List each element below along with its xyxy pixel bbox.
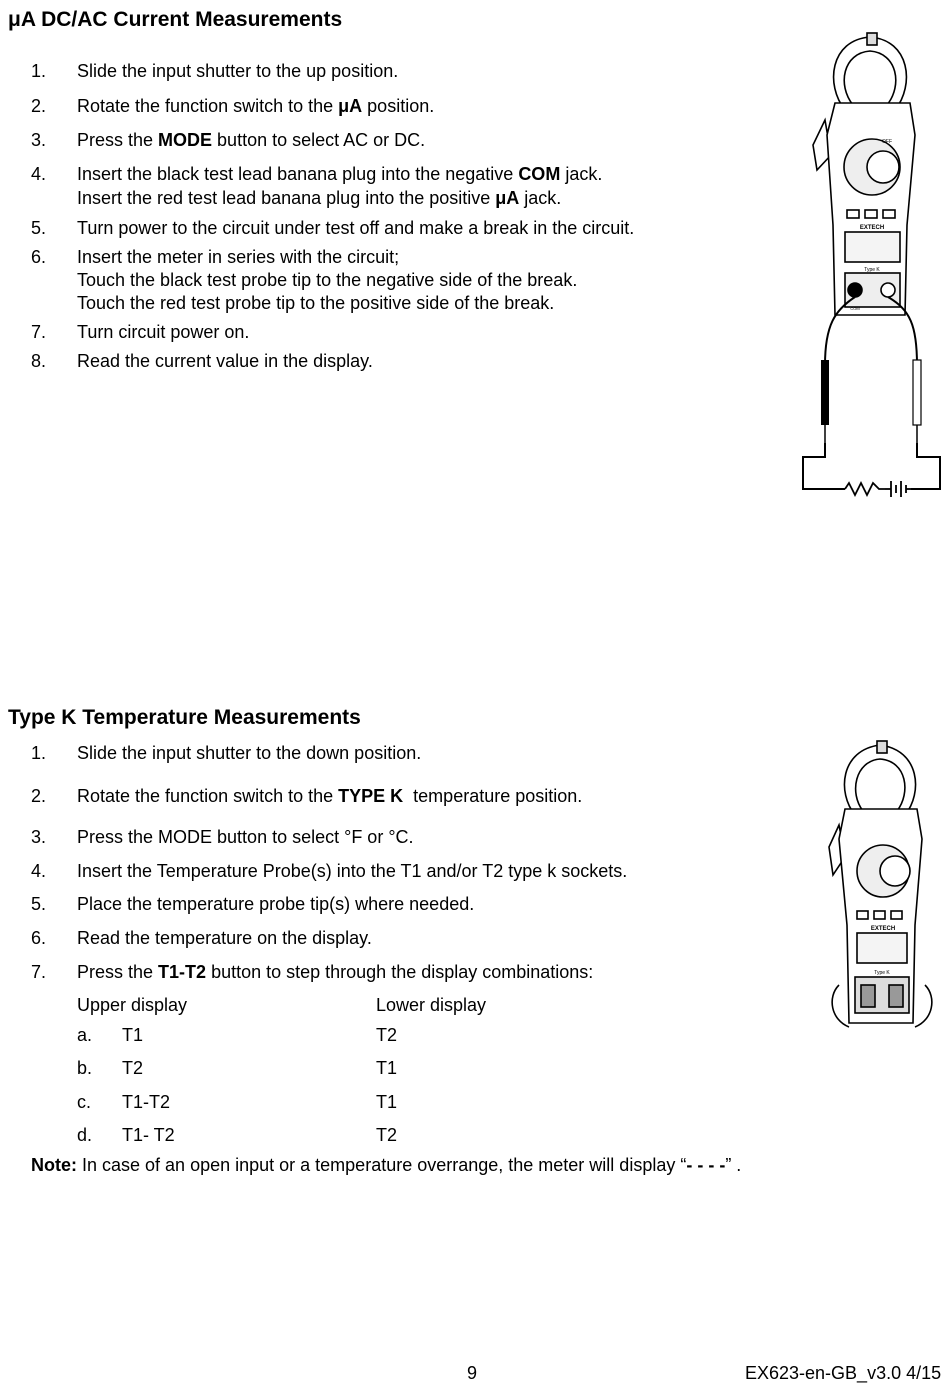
table-row-lower: T1	[376, 1092, 398, 1112]
table-row-upper: T1-T2	[122, 1092, 171, 1112]
page-number: 9	[467, 1363, 478, 1383]
type-k-label: Type K	[874, 970, 890, 976]
brand-label: EXTECH	[870, 926, 896, 932]
step-text: Place the temperature probe tip(s) where needed.	[77, 894, 475, 914]
table-row-upper: T2	[122, 1058, 144, 1078]
step-text: Insert the meter in series with the circuit;	[77, 247, 400, 267]
step-text: Read the current value in the display.	[77, 351, 373, 371]
table-row-lower: T1	[376, 1058, 398, 1078]
step-number: 4.	[30, 861, 46, 881]
section2-title: Type K Temperature Measurements	[8, 706, 361, 729]
step-text: Rotate the function switch to the μA position.	[77, 96, 435, 116]
off-label: OFF	[882, 139, 892, 145]
brand-label: EXTECH	[859, 225, 885, 231]
document-id: EX623-en-GB_v3.0 4/15	[745, 1363, 942, 1383]
step-text: Press the MODE button to select °F or °C.	[77, 827, 414, 847]
step-text: Rotate the function switch to the TYPE K temperature position.	[77, 786, 583, 806]
step-text: Press the MODE button to select AC or DC.	[77, 130, 426, 150]
com-label: COM	[850, 306, 860, 311]
step-text: Insert the black test lead banana plug into the negative COM jack.	[77, 164, 603, 184]
step-number: 2.	[30, 96, 46, 116]
clamp-meter-temperature-illustration	[825, 735, 940, 1035]
step-number: 5.	[30, 894, 46, 914]
step-number: 7.	[30, 322, 46, 342]
step-number: 8.	[30, 351, 46, 371]
table-row-letter: d.	[77, 1125, 93, 1145]
step-text: Read the temperature on the display.	[77, 928, 372, 948]
table-row-lower: T2	[376, 1025, 398, 1045]
step-number: 6.	[30, 247, 46, 267]
table-row-upper: T1- T2	[122, 1125, 175, 1145]
clamp-meter-circuit-illustration	[795, 25, 945, 500]
step-text: Slide the input shutter to the up position.	[77, 61, 399, 81]
step-number: 2.	[30, 786, 46, 806]
step-number: 5.	[30, 218, 46, 238]
table-row-letter: c.	[77, 1092, 92, 1112]
step-text: Touch the red test probe tip to the positive side of the break.	[77, 293, 555, 313]
step-text: Insert the red test lead banana plug into the positive μA jack.	[77, 188, 562, 208]
step-number: 1.	[30, 743, 46, 763]
step-text: Slide the input shutter to the down position.	[77, 743, 422, 763]
step-number: 7.	[30, 962, 46, 982]
step-number: 1.	[30, 61, 46, 81]
table-row-upper: T1	[122, 1025, 144, 1045]
table-header-upper: Upper display	[77, 995, 188, 1015]
step-number: 3.	[30, 130, 46, 150]
step-number: 3.	[30, 827, 46, 847]
note: Note: In case of an open input or a temperature overrange, the meter will display “- - - -” .	[31, 1155, 742, 1175]
section1-title: μA DC/AC Current Measurements	[8, 8, 343, 31]
step-text: Turn circuit power on.	[77, 322, 250, 342]
type-k-label: Type K	[864, 267, 880, 273]
step-number: 6.	[30, 928, 46, 948]
step-text: Press the T1-T2 button to step through the display combinations:	[77, 962, 594, 982]
table-row-letter: b.	[77, 1058, 93, 1078]
step-text: Turn power to the circuit under test off and make a break in the circuit.	[77, 218, 635, 238]
table-row-lower: T2	[376, 1125, 398, 1145]
step-text: Touch the black test probe tip to the negative side of the break.	[77, 270, 578, 290]
step-text: Insert the Temperature Probe(s) into the T1 and/or T2 type k sockets.	[77, 861, 628, 881]
step-number: 4.	[30, 164, 46, 184]
table-header-lower: Lower display	[376, 995, 487, 1015]
table-row-letter: a.	[77, 1025, 93, 1045]
